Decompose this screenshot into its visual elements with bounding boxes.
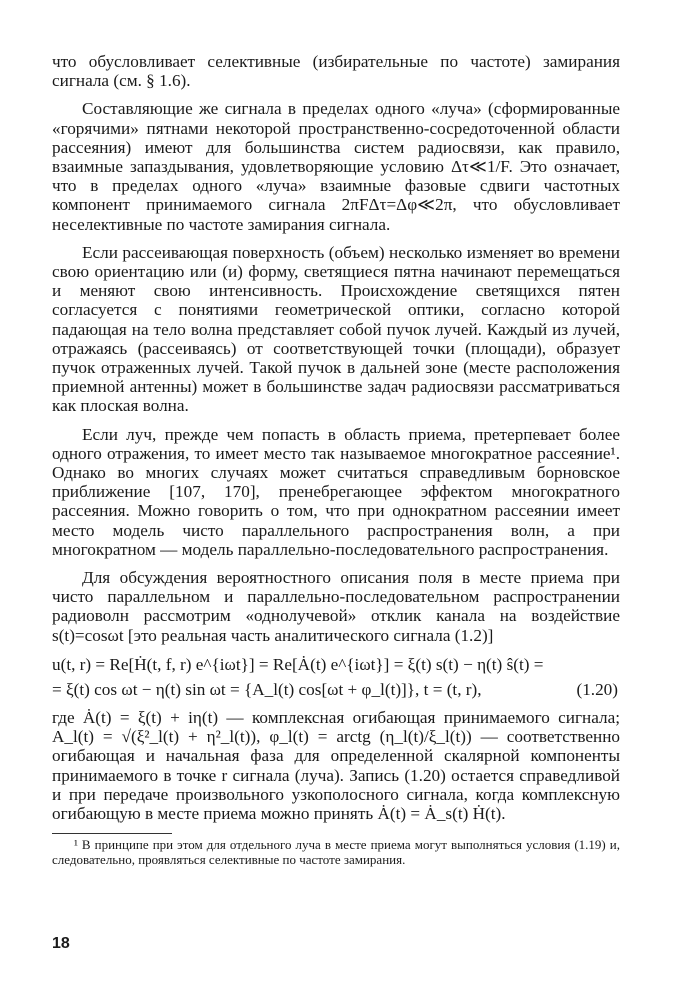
- equation-number: (1.20): [576, 679, 618, 699]
- paragraph-4: Если луч, прежде чем попасть в область приема, претерпевает более одного отражения, то имеет место так называемое многократное рассеяние¹. Однако во многих случаях может считаться справедливым борновское приближение [107, 170], пренебрегающее эффектом многократного рассеяния. Можно говорить о том, что при однократном рассеянии имеет место модель чисто параллельного распространения волн, а при многократном — модель параллельно-последовательного распространения.: [52, 424, 620, 559]
- equation-1-20: [52, 652, 620, 702]
- footnote: ¹ В принципе при этом для отдельного луча в месте приема могут выполняться условия (1.19) и, следовательно, проявляться селективные по частоте замирания.: [52, 837, 620, 868]
- footnote-divider: [52, 833, 172, 834]
- equation-line-2-text: = ξ(t) cos ωt − η(t) sin ωt = {A_l(t) cos[ωt + φ_l(t)]}, t = (t, r),: [52, 679, 482, 699]
- paragraph-after-formula: где Ȧ(t) = ξ(t) + iη(t) — комплексная огибающая принимаемого сигнала; A_l(t) = √(ξ²_l(t) + η²_l(t)), φ_l(t) = arctg (η_l(t)/ξ_l(t)) — соответственно огибающая и начальная фаза для определенной скалярной компоненты принимаемого в точке r сигнала (луча). Запись (1.20) остается справедливой и при передаче произвольного узкополосного сигнала, когда комплексную огибающую в месте приема можно принять Ȧ(t) = Ȧ_s(t) Ḣ(t).: [52, 707, 620, 823]
- paragraph-1: что обусловливает селективные (избирательные по частоте) замирания сигнала (см. § 1.6).: [52, 52, 620, 91]
- paragraph-3: Если рассеивающая поверхность (объем) несколько изменяет во времени свою ориентацию или (и) форму, светящиеся пятна начинают перемещаться и меняют свою интенсивность. Происхождение светящихся пятен согласуется с понятиями геометрической оптики, согласно которой падающая на тело волна представляет собой пучок лучей. Каждый из лучей, отражаясь (рассеиваясь) от соответствующей точки (площади), образует пучок отраженных лучей. Такой пучок в дальней зоне (месте расположения приемной антенны) может в большинстве задач радиосвязи рассматриваться как плоская волна.: [52, 242, 620, 416]
- equation-line-1: [52, 652, 620, 677]
- page-body: [52, 52, 620, 867]
- equation-line-2: [52, 677, 620, 702]
- page-number: 18: [52, 935, 70, 952]
- paragraph-2: Составляющие же сигнала в пределах одного «луча» (сформированные «горячими» пятнами некоторой пространственно-сосредоточенной области рассеяния) имеют для большинства систем радиосвязи, как правило, взаимные запаздывания, удовлетворяющие условию Δτ≪1/F. Это означает, что в пределах одного «луча» взаимные фазовые сдвиги частотных компонент принимаемого сигнала 2πFΔτ=Δφ≪2π, что обусловливает неселективные по частоте замирания сигнала.: [52, 99, 620, 234]
- paragraph-5: Для обсуждения вероятностного описания поля в месте приема при чисто параллельном и параллельно-последовательном распространении радиоволн рассмотрим «однолучевой» отклик канала на воздействие s(t)=cosωt [это реальная часть аналитического сигнала (1.2)]: [52, 568, 620, 645]
- equation-line-1-text: u(t, r) = Re[Ḣ(t, f, r) e^{iωt}] = Re[Ȧ(t) e^{iωt}] = ξ(t) s(t) − η(t) ŝ(t) =: [52, 654, 544, 674]
